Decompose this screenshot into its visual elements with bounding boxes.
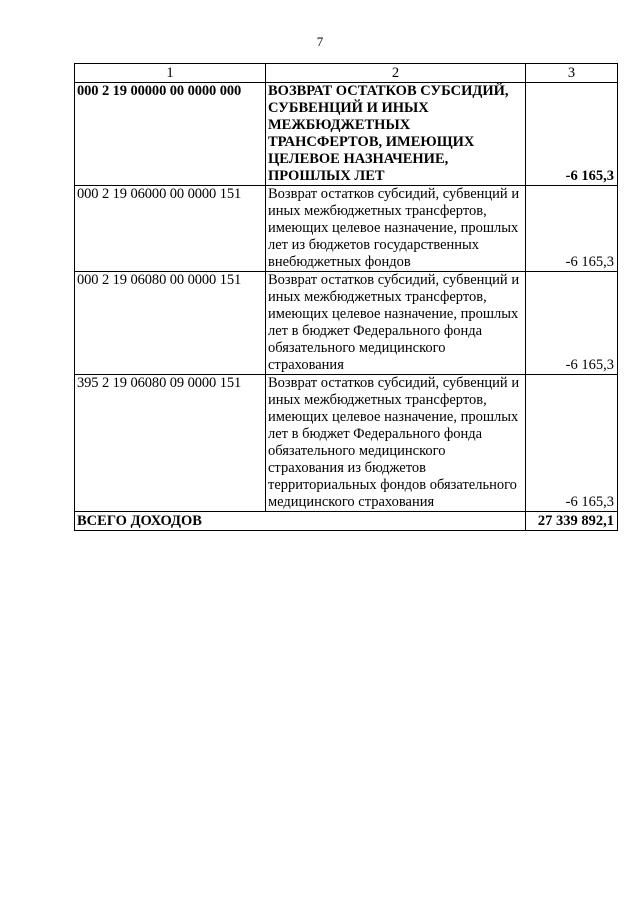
table-row bbox=[75, 375, 618, 512]
row-amount: -6 165,3 bbox=[526, 272, 618, 375]
page-number: 7 bbox=[316, 34, 324, 49]
revenue-table bbox=[74, 63, 618, 531]
total-label: ВСЕГО ДОХОДОВ bbox=[75, 512, 526, 531]
column-header-amount: 3 bbox=[526, 64, 618, 83]
row-code: 395 2 19 06080 09 0000 151 bbox=[75, 375, 266, 512]
row-amount: -6 165,3 bbox=[526, 375, 618, 512]
row-name: Возврат остатков субсидий, субвенций и иных межбюджетных трансфертов, имеющих целевое назначение, прошлых лет в бюджет Федерального фонда обязательного медицинского страхования из бюджетов территориальных фондов обязательного медицинского страхования bbox=[266, 375, 526, 512]
row-name: ВОЗВРАТ ОСТАТКОВ СУБСИДИЙ, СУБВЕНЦИЙ И ИНЫХ МЕЖБЮДЖЕТНЫХ ТРАНСФЕРТОВ, ИМЕЮЩИХ ЦЕЛЕВОЕ НАЗНАЧЕНИЕ, ПРОШЛЫХ ЛЕТ bbox=[266, 83, 526, 186]
table-row bbox=[75, 83, 618, 186]
total-row bbox=[75, 512, 618, 531]
row-code: 000 2 19 06080 00 0000 151 bbox=[75, 272, 266, 375]
total-amount: 27 339 892,1 bbox=[526, 512, 618, 531]
table-row bbox=[75, 272, 618, 375]
table-row bbox=[75, 186, 618, 272]
row-name: Возврат остатков субсидий, субвенций и иных межбюджетных трансфертов, имеющих целевое назначение, прошлых лет в бюджет Федерального фонда обязательного медицинского страхования bbox=[266, 272, 526, 375]
row-name: Возврат остатков субсидий, субвенций и иных межбюджетных трансфертов, имеющих целевое назначение, прошлых лет из бюджетов государственных внебюджетных фондов bbox=[266, 186, 526, 272]
table-header-row bbox=[75, 64, 618, 83]
row-amount: -6 165,3 bbox=[526, 83, 618, 186]
column-header-code: 1 bbox=[75, 64, 266, 83]
column-header-name: 2 bbox=[266, 64, 526, 83]
row-amount: -6 165,3 bbox=[526, 186, 618, 272]
row-code: 000 2 19 00000 00 0000 000 bbox=[75, 83, 266, 186]
row-code: 000 2 19 06000 00 0000 151 bbox=[75, 186, 266, 272]
